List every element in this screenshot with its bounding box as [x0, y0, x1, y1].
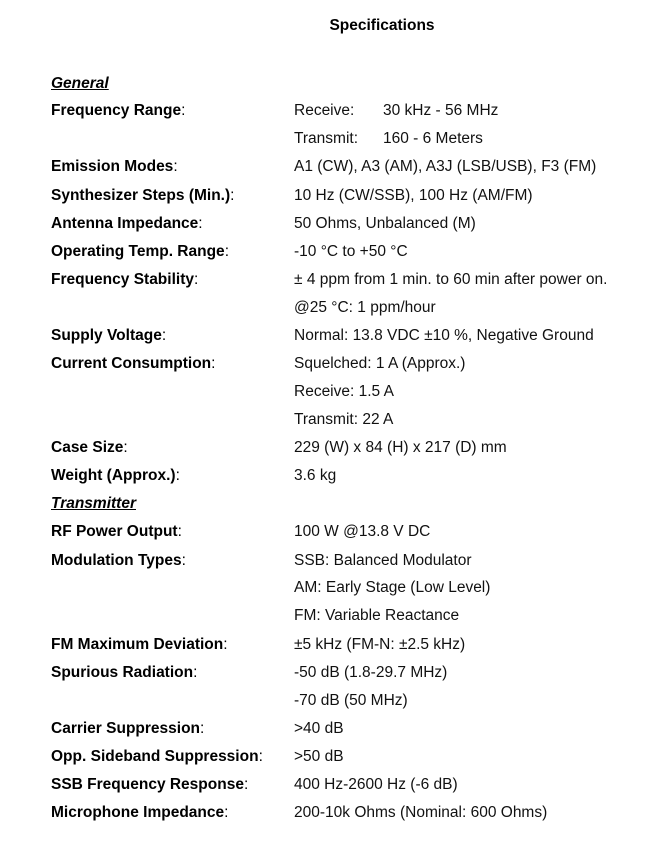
spec-row-modulation-types-am — [51, 577, 651, 599]
spec-value: >50 dB — [294, 748, 344, 765]
spec-label: Operating Temp. Range: — [51, 243, 229, 260]
spec-value: >40 dB — [294, 720, 344, 737]
spec-row-frequency-stability-cont — [51, 297, 651, 319]
spec-row-modulation-types-fm — [51, 605, 651, 627]
spec-value: A1 (CW), A3 (AM), A3J (LSB/USB), F3 (FM) — [294, 158, 597, 175]
spec-row-antenna-impedance — [51, 213, 651, 235]
spec-value: Transmit: 160 - 6 Meters — [294, 130, 483, 147]
spec-value: SSB: Balanced Modulator — [294, 552, 472, 569]
spec-value: -10 °C to +50 °C — [294, 243, 408, 260]
spec-row-fm-max-deviation — [51, 634, 651, 656]
spec-value: Transmit: 22 A — [294, 411, 394, 428]
spec-row-synthesizer-steps — [51, 185, 651, 207]
spec-value: ± 4 ppm from 1 min. to 60 min after power on. — [294, 271, 608, 288]
spec-value: 200-10k Ohms (Nominal: 600 Ohms) — [294, 804, 548, 821]
spec-row-rf-power-output — [51, 521, 651, 543]
spec-value: 3.6 kg — [294, 467, 337, 484]
spec-label: Antenna Impedance: — [51, 215, 203, 232]
spec-label: Supply Voltage: — [51, 327, 167, 344]
section-heading-general: General — [51, 75, 109, 92]
spec-label: Spurious Radiation: — [51, 664, 198, 681]
spec-label: Opp. Sideband Suppression: — [51, 748, 263, 765]
spec-row-emission-modes — [51, 156, 651, 178]
spec-row-opp-sideband-suppression — [51, 746, 651, 768]
spec-label: Synthesizer Steps (Min.): — [51, 187, 235, 204]
spec-label: Modulation Types: — [51, 552, 186, 569]
spec-value: FM: Variable Reactance — [294, 607, 460, 624]
spec-row-weight — [51, 465, 651, 487]
spec-value: Receive: 30 kHz - 56 MHz — [294, 102, 499, 119]
spec-row-modulation-types — [51, 550, 651, 572]
spec-row-current-consumption — [51, 353, 651, 375]
spec-row-frequency-stability — [51, 269, 651, 291]
spec-value: -70 dB (50 MHz) — [294, 692, 408, 709]
spec-value: Receive: 1.5 A — [294, 383, 394, 400]
spec-label: Microphone Impedance: — [51, 804, 229, 821]
page-title: Specifications — [329, 17, 435, 34]
spec-value: 100 W @13.8 V DC — [294, 523, 431, 540]
spec-label: Frequency Range: — [51, 102, 186, 119]
spec-value: 229 (W) x 84 (H) x 217 (D) mm — [294, 439, 507, 456]
spec-label: Emission Modes: — [51, 158, 178, 175]
spec-value: @25 °C: 1 ppm/hour — [294, 299, 436, 316]
spec-row-ssb-frequency-response — [51, 774, 651, 796]
spec-row-case-size — [51, 437, 651, 459]
spec-label: Frequency Stability: — [51, 271, 199, 288]
spec-row-current-consumption-transmit — [51, 409, 651, 431]
spec-label: Carrier Suppression: — [51, 720, 205, 737]
spec-value: 10 Hz (CW/SSB), 100 Hz (AM/FM) — [294, 187, 533, 204]
spec-value: -50 dB (1.8-29.7 MHz) — [294, 664, 448, 681]
spec-value: 400 Hz-2600 Hz (-6 dB) — [294, 776, 458, 793]
spec-row-operating-temp — [51, 241, 651, 263]
spec-row-microphone-impedance — [51, 802, 651, 824]
spec-value: 50 Ohms, Unbalanced (M) — [294, 215, 476, 232]
spec-label: SSB Frequency Response: — [51, 776, 249, 793]
spec-row-carrier-suppression — [51, 718, 651, 740]
spec-label: Case Size: — [51, 439, 128, 456]
spec-label: FM Maximum Deviation: — [51, 636, 228, 653]
spec-value: AM: Early Stage (Low Level) — [294, 579, 491, 596]
section-heading-transmitter: Transmitter — [51, 495, 136, 512]
spec-label: Weight (Approx.): — [51, 467, 180, 484]
spec-value: Squelched: 1 A (Approx.) — [294, 355, 466, 372]
spec-value: Normal: 13.8 VDC ±10 %, Negative Ground — [294, 327, 594, 344]
spec-row-frequency-range-transmit — [51, 128, 651, 150]
spec-row-spurious-radiation-50mhz — [51, 690, 651, 712]
spec-row-spurious-radiation — [51, 662, 651, 684]
spec-label: Current Consumption: — [51, 355, 216, 372]
spec-row-supply-voltage — [51, 325, 651, 347]
spec-value: ±5 kHz (FM-N: ±2.5 kHz) — [294, 636, 466, 653]
spec-row-frequency-range — [51, 100, 651, 122]
spec-label: RF Power Output: — [51, 523, 182, 540]
spec-row-current-consumption-receive — [51, 381, 651, 403]
